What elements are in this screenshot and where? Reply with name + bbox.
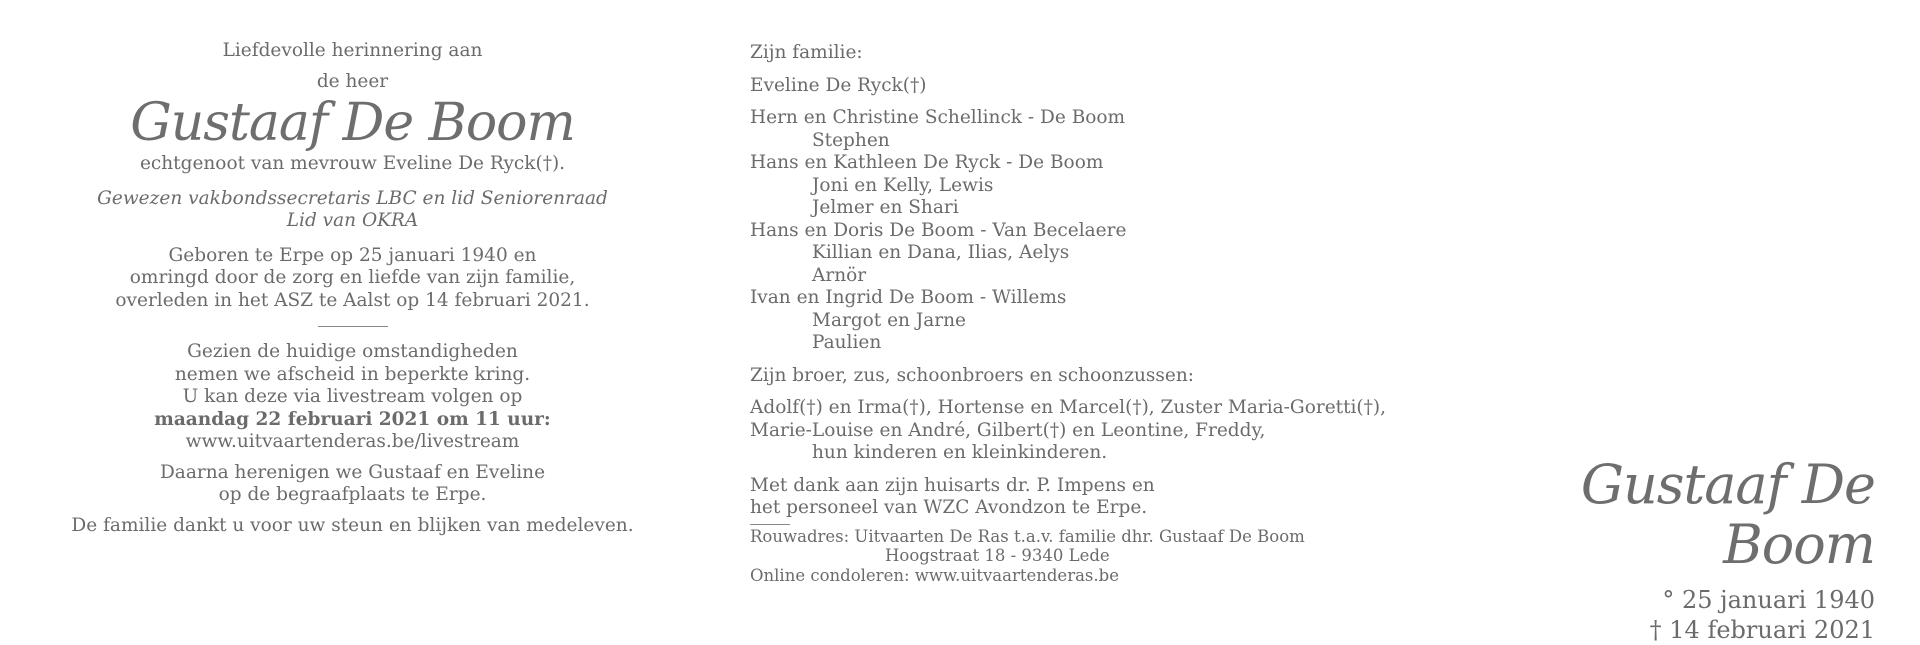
divider	[318, 326, 388, 327]
thanks-text: De familie dankt u voor uw steun en blijken van medeleven.	[71, 514, 634, 536]
siblings-header: Zijn broer, zus, schoonbroers en schoonzussen:	[750, 364, 1194, 386]
farewell-line-2: nemen we afscheid in beperkte kring.	[174, 363, 531, 385]
spouse-text: echtgenoot van mevrouw Eveline De Ryck(†).	[139, 153, 566, 174]
bio-line-2: omringd door de zorg en liefde van zijn familie,	[129, 267, 576, 288]
right-column	[1415, 455, 1875, 645]
family-parents: Hern en Christine Schellinck - De Boom	[750, 107, 1126, 128]
family-children: Margot en Jarne	[812, 309, 967, 331]
siblings-line-2: Marie-Louise en André, Gilbert(†) en Leontine, Freddy,	[750, 419, 1266, 441]
intro-text: Liefdevolle herinnering aan	[222, 40, 483, 61]
condolence-link: Online condoleren: www.uitvaartenderas.be	[750, 565, 1119, 585]
family-children: Stephen	[812, 129, 890, 151]
doctor-thanks-1: Met dank aan zijn huisarts dr. P. Impens en	[750, 474, 1155, 496]
title-text: de heer	[316, 70, 389, 92]
siblings-line-3: hun kinderen en kleinkinderen.	[812, 442, 1108, 463]
birth-date: ° 25 januari 1940	[1662, 586, 1875, 614]
siblings-line-1: Adolf(†) en Irma(†), Hortense en Marcel(†), Zuster Maria-Goretti(†),	[750, 397, 1386, 418]
family-children: Jelmer en Shari	[812, 197, 959, 218]
family-children: Killian en Dana, Ilias, Aelys	[812, 242, 1070, 263]
deceased-name-right: Gustaaf De Boom	[1580, 453, 1875, 576]
farewell-line-4: maandag 22 februari 2021 om 11 uur:	[154, 408, 551, 430]
family-parents: Ivan en Ingrid De Boom - Willems	[750, 287, 1067, 308]
small-divider	[750, 524, 790, 525]
left-column	[60, 40, 645, 537]
deceased-name: Gustaaf De Boom	[130, 93, 575, 153]
family-list	[750, 107, 1390, 355]
after-line-2: op de begraafplaats te Erpe.	[218, 484, 487, 505]
after-line-1: Daarna herenigen we Gustaaf en Eveline	[159, 461, 546, 483]
family-children: Paulien	[812, 332, 882, 353]
bio-line-1: Geboren te Erpe op 25 januari 1940 en	[168, 244, 537, 266]
role-line-2: Lid van OKRA	[286, 210, 419, 231]
dates-block	[1415, 585, 1875, 645]
middle-column	[750, 42, 1390, 585]
family-parents: Hans en Kathleen De Ryck - De Boom	[750, 152, 1104, 173]
address-line-1: Rouwadres: Uitvaarten De Ras t.a.v. familie dhr. Gustaaf De Boom	[750, 526, 1305, 546]
livestream-link: www.uitvaartenderas.be/livestream	[185, 431, 520, 452]
death-date: † 14 februari 2021	[1649, 616, 1875, 644]
wife-line: Eveline De Ryck(†)	[750, 74, 927, 96]
address-line-2: Hoogstraat 18 - 9340 Lede	[885, 546, 1110, 565]
address-block	[750, 527, 1390, 586]
family-children: Arnör	[812, 264, 867, 286]
family-header: Zijn familie:	[750, 42, 863, 63]
family-parents: Hans en Doris De Boom - Van Becelaere	[750, 219, 1127, 241]
farewell-line-3: U kan deze via livestream volgen op	[182, 386, 523, 407]
role-line-1: Gewezen vakbondssecretaris LBC en lid Seniorenraad	[97, 187, 608, 209]
bio-line-3: overleden in het ASZ te Aalst op 14 februari 2021.	[115, 289, 590, 311]
doctor-thanks-2: het personeel van WZC Avondzon te Erpe.	[750, 497, 1148, 518]
family-children: Joni en Kelly, Lewis	[812, 174, 994, 196]
farewell-line-1: Gezien de huidige omstandigheden	[187, 341, 518, 362]
